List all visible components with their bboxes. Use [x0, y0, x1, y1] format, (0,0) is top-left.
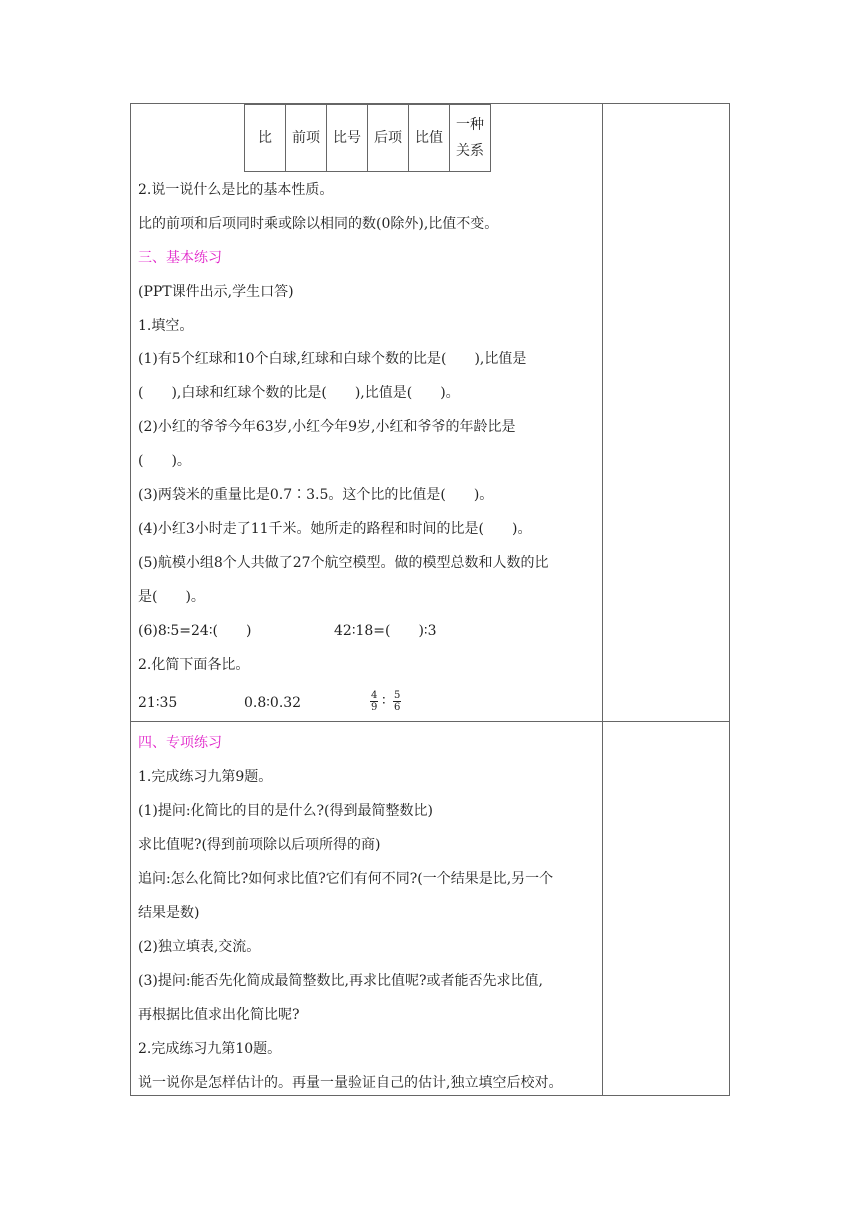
text-line: 再根据比值求出化简比呢?	[138, 1007, 300, 1023]
text-line: (1)提问:化简比的目的是什么?(得到最简整数比)	[138, 803, 433, 819]
text-line: 比的前项和后项同时乘或除以相同的数(0除外),比值不变。	[138, 216, 499, 232]
fraction-a-denominator: 9	[371, 702, 378, 713]
text-line: 追问:怎么化简比?如何求比值?它们有何不同?(一个结果是比,另一个	[138, 871, 554, 887]
fraction-b-denominator: 6	[394, 702, 401, 713]
text-line: 1.填空。	[138, 318, 194, 334]
text-line: (1)有5个红球和10个白球,红球和白球个数的比是( ),比值是	[138, 351, 527, 367]
section-heading: 四、专项练习	[138, 735, 222, 751]
text-line: (6)8∶5=24∶( )	[138, 623, 252, 639]
text-line: (5)航模小组8个人共做了27个航空模型。做的模型总数和人数的比	[138, 555, 549, 571]
text-line: 0.8∶0.32	[244, 695, 302, 711]
text-line: 2.完成练习九第10题。	[138, 1041, 282, 1057]
fraction-a	[370, 690, 378, 713]
text-line: (3)提问:能否先化简成最简整数比,再求比值呢?或者能否先求比值,	[138, 973, 543, 989]
fraction-b-numerator: 5	[394, 690, 401, 701]
text-line: 是( )。	[138, 589, 205, 605]
cell-bihao: 比号	[327, 105, 368, 172]
cell-qianxiang: 前项	[286, 105, 327, 172]
text-line: (3)两袋米的重量比是0.7∶3.5。这个比的比值是( )。	[138, 487, 494, 503]
row-divider	[130, 721, 730, 722]
cell-guanxi: 一种关系	[450, 105, 491, 172]
text-line: (PPT课件出示,学生口答)	[138, 284, 294, 300]
text-line: 1.完成练习九第9题。	[138, 769, 273, 785]
fraction-ratio-colon: ∶	[382, 693, 386, 709]
text-line: (4)小红3小时走了11千米。她所走的路程和时间的比是( )。	[138, 521, 532, 537]
text-line: ( )。	[138, 453, 191, 469]
ratio-terms-table	[244, 104, 491, 172]
text-line: 结果是数)	[138, 905, 200, 921]
text-line: ( ),白球和红球个数的比是( ),比值是( )。	[138, 385, 460, 401]
section-heading: 三、基本练习	[138, 250, 222, 266]
text-line: (2)独立填表,交流。	[138, 939, 261, 955]
text-line: 说一说你是怎样估计的。再量一量验证自己的估计,独立填空后校对。	[138, 1075, 563, 1091]
cell-bi: 比	[245, 105, 286, 172]
cell-bizhi: 比值	[409, 105, 450, 172]
text-line: 21∶35	[138, 695, 178, 711]
column-divider	[602, 103, 603, 1096]
cell-houxiang: 后项	[368, 105, 409, 172]
text-line: 42∶18=( )∶3	[334, 623, 437, 639]
text-line: 求比值呢?(得到前项除以后项所得的商)	[138, 837, 381, 853]
text-line: (2)小红的爷爷今年63岁,小红今年9岁,小红和爷爷的年龄比是	[138, 419, 516, 435]
text-line: 2.说一说什么是比的基本性质。	[138, 182, 334, 198]
fraction-a-numerator: 4	[371, 690, 378, 701]
text-line: 2.化简下面各比。	[138, 657, 250, 673]
fraction-b	[393, 690, 401, 713]
